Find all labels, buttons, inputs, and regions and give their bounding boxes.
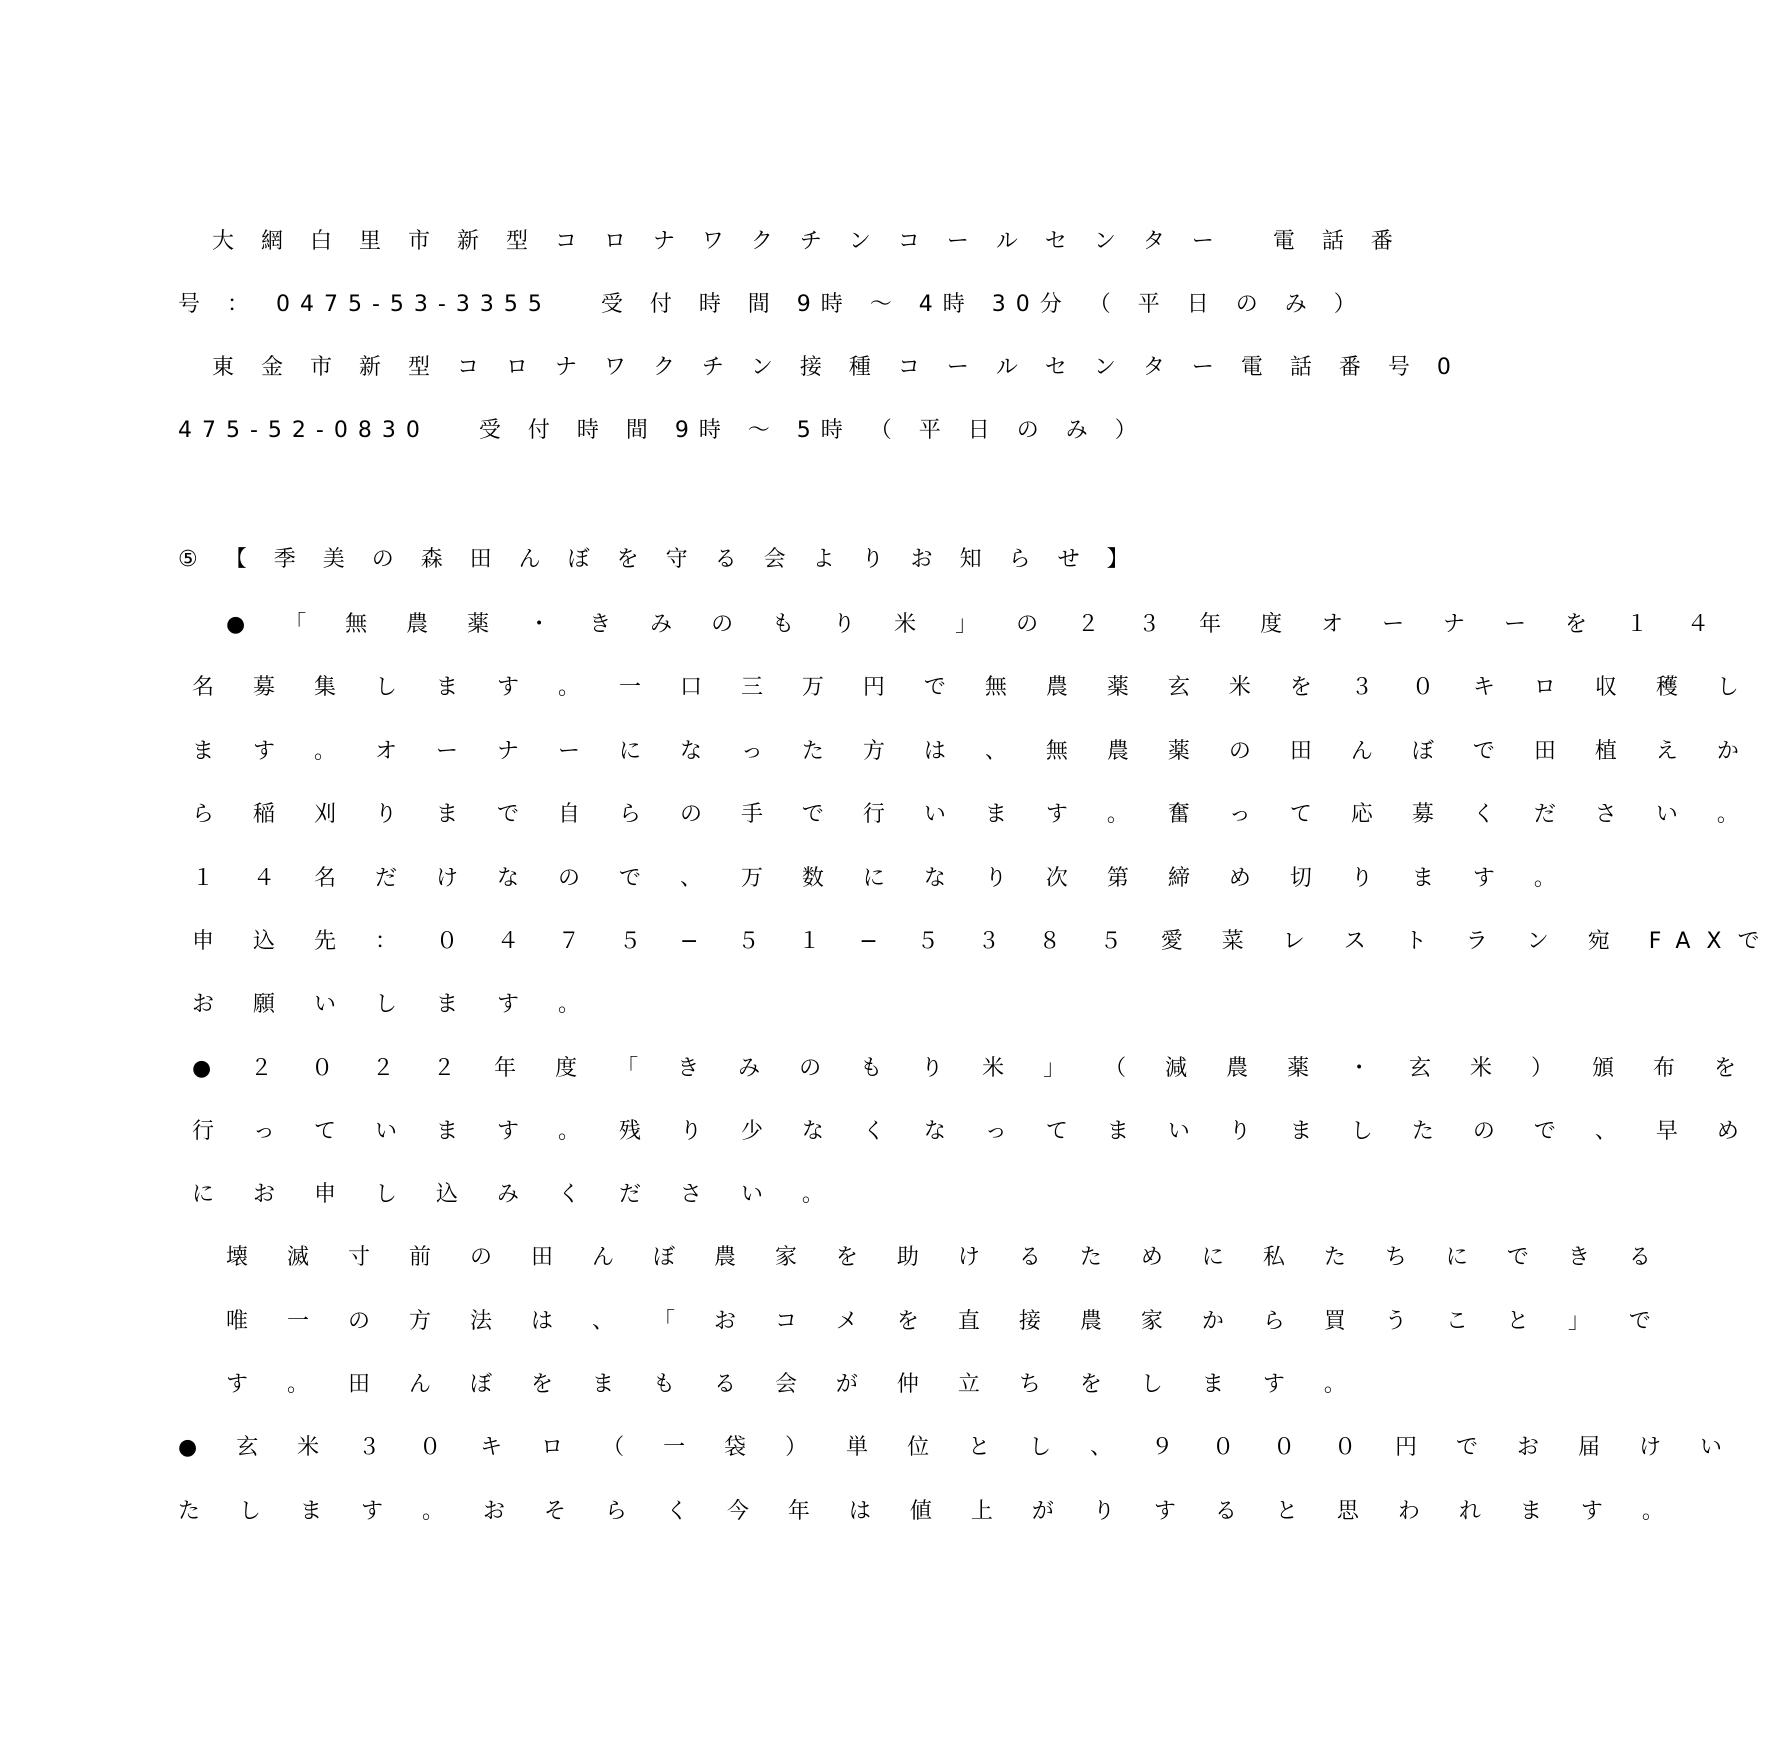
paragraph-1-line-5: １ ４ 名 だ け な の で 、 万 数 に な り 次 第 締 め 切 り ま す 。	[192, 866, 1572, 891]
paragraph-4-line-1: ● 玄 米 ３ ０ キ ロ （ 一 袋 ） 単 位 と し 、 ９ ０ ０ ０ 円 で お 届 け い	[178, 1435, 1739, 1460]
paragraph-2-line-3: に お 申 し 込 み く だ さ い 。	[192, 1182, 840, 1207]
paragraph-2-line-1: ● ２ ０ ２ ２ 年 度 「 き み の も り 米 」 （ 減 農 薬 ・ 玄 米 ） 頒 布 を	[192, 1056, 1753, 1081]
contact-line-2: 号 ： 0475-53-3355 受 付 時 間 9時 ～ 4時 30分 （ 平 日 の み ）	[178, 292, 1366, 317]
paragraph-1-line-6: 申 込 先 ： ０ ４ ７ ５ − ５ １ − ５ ３ ８ ５ 愛 菜 レ ス ト ラ ン 宛 FAXで	[192, 929, 1775, 954]
paragraph-1-line-2: 名 募 集 し ま す 。 一 口 三 万 円 で 無 農 薬 玄 米 を ３ ０ キ ロ 収 穫 し	[192, 675, 1755, 700]
paragraph-3-line-1: 壊 滅 寸 前 の 田 ん ぼ 農 家 を 助 け る た め に 私 た ち に で き る	[226, 1245, 1667, 1270]
paragraph-1-line-3: ま す 。 オ ー ナ ー に な っ た 方 は 、 無 農 薬 の 田 ん ぼ で 田 植 え か	[192, 739, 1755, 764]
paragraph-3-line-3: す 。 田 ん ぼ を ま も る 会 が 仲 立 ち を し ま す 。	[226, 1372, 1362, 1397]
paragraph-4-line-2: た し ま す 。 お そ ら く 今 年 は 値 上 が り す る と 思 わ れ ま す 。	[178, 1499, 1680, 1524]
section-heading: ⑤ 【 季 美 の 森 田 ん ぼ を 守 る 会 よ り お 知 ら せ 】	[178, 547, 1139, 572]
paragraph-1-line-1: ● 「 無 農 薬 ・ き み の も り 米 」 の ２ ３ 年 度 オ ー ナ ー を １ ４	[226, 612, 1726, 637]
contact-line-3: 東 金 市 新 型 コ ロ ナ ワ ク チ ン 接 種 コ ー ル セ ン タ ー 電 話 番 号 0	[212, 355, 1461, 380]
paragraph-1-line-4: ら 稲 刈 り ま で 自 ら の 手 で 行 い ま す 。 奮 っ て 応 募 く だ さ い 。	[192, 802, 1755, 827]
paragraph-1-line-7: お 願 い し ま す 。	[192, 992, 596, 1017]
paragraph-2-line-2: 行 っ て い ま す 。 残 り 少 な く な っ て ま い り ま し た の で 、 早 め	[192, 1119, 1755, 1144]
contact-line-1: 大 網 白 里 市 新 型 コ ロ ナ ワ ク チ ン コ ー ル セ ン タ ー 電 話 番	[212, 229, 1403, 254]
contact-line-4: 475-52-0830 受 付 時 間 9時 ～ 5時 （ 平 日 の み ）	[178, 418, 1147, 443]
paragraph-3-line-2: 唯 一 の 方 法 は 、 「 お コ メ を 直 接 農 家 か ら 買 う こ と 」 で	[226, 1309, 1667, 1334]
